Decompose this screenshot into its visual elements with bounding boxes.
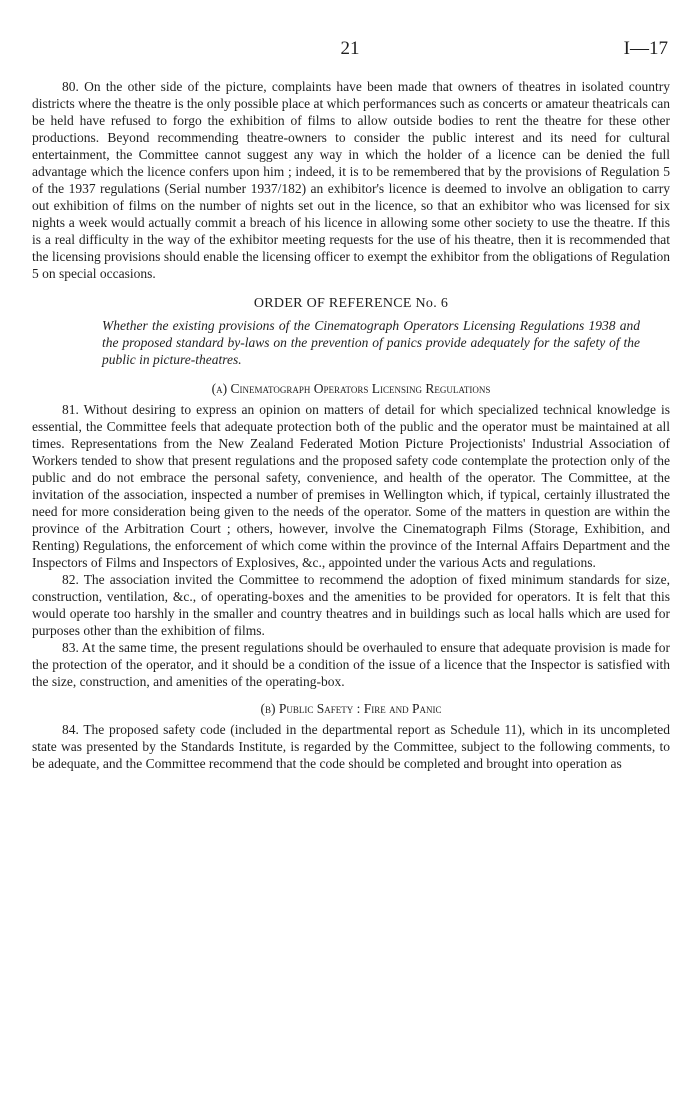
page-body bbox=[32, 78, 670, 772]
page-header bbox=[0, 38, 700, 62]
order-of-reference-question: Whether the existing provisions of the Cinematograph Operators Licensing Regulations 1938 and the proposed standard by-laws on the prevention of panics provide adequately for the safety of the public in picture-theatres. bbox=[102, 318, 640, 367]
order-of-reference-heading: ORDER OF REFERENCE No. 6 bbox=[253, 296, 449, 311]
paragraph-82: 82. The association invited the Committee to recommend the adoption of fixed minimum standards for size, construction, ventilation, &c., of operating-boxes and the amenities to be provided for operators. It is felt that this would operate too harshly in the smaller and country theatres and in buildings such as local halls which are used for purposes other than the exhibition of films. bbox=[32, 572, 670, 638]
document-reference: I—17 bbox=[623, 38, 668, 59]
paragraph-84: 84. The proposed safety code (included in the departmental report as Schedule 11), which in its uncompleted state was presented by the Standards Institute, is regarded by the Committee, subject to the following comments, to be adequate, and the Committee recommend that the code should be completed and brought into operation as bbox=[32, 722, 670, 771]
paragraph-81: 81. Without desiring to express an opinion on matters of detail for which specialized technical knowledge is essential, the Committee feels that adequate protection both of the public and the operator must be maintained at all times. Representations from the New Zealand Federated Motion Picture Projectionists' Industrial Association of Workers tended to show that present regulations and the proposed safety code contemplate the protection only of the public and do not embrace the personal safety, convenience, and health of the operator. The Committee, at the invitation of the association, inspected a number of premises in Wellington which, if typical, certainly illustrated the need for more consideration being given to the needs of the operator. Some of the matters in question are within the province of the Arbitration Court ; others, however, involve the Cinematograph Films (Storage, Exhibition, and Renting) Regulations, the enforcement of which come within the province of the Internal Affairs Department and the Inspectors of Films and Inspectors of Explosives, &c., appointed under the various Acts and regulations. bbox=[32, 402, 670, 570]
paragraph-83: 83. At the same time, the present regulations should be overhauled to ensure that adequate provision is made for the protection of the operator, and it should be a condition of the issue of a licence that the Inspector is satisfied with the size, construction, and amenities of the operating-box. bbox=[32, 640, 670, 689]
paragraph-80: 80. On the other side of the picture, complaints have been made that owners of theatres in isolated country districts where the theatre is the only possible place at which performances such as concerts or amateur theatricals can be held have refused to forgo the exhibition of films to allow outside bodies to rent the theatre for these other productions. Beyond recommending theatre-owners to consider the public interest and its need for cultural entertainment, the Committee cannot suggest any way in which the holder of a licence can be denied the full advantage which the licence confers upon him ; indeed, it is to be remembered that by the provisions of Regulation 5 of the 1937 regulations (Serial number 1937/182) an exhibitor's licence is deemed to involve an obligation to carry out exhibition of films on the number of nights set out in the licence, so that an exhibitor who was licensed for six nights a week would actually commit a breach of his licence in allowing some other society to use the theatre. If this is a real difficulty in the way of the exhibitor meeting requests for the use of his theatre, then it is recommended that the licensing provisions should enable the licensing officer to exempt the exhibitor from the obligations of Regulation 5 on special occasions. bbox=[32, 79, 671, 281]
section-heading-b: (b) Public Safety : Fire and Panic bbox=[260, 701, 442, 716]
page-number: 21 bbox=[340, 38, 360, 59]
section-heading-a: (a) Cinematograph Operators Licensing Regulations bbox=[211, 381, 491, 396]
